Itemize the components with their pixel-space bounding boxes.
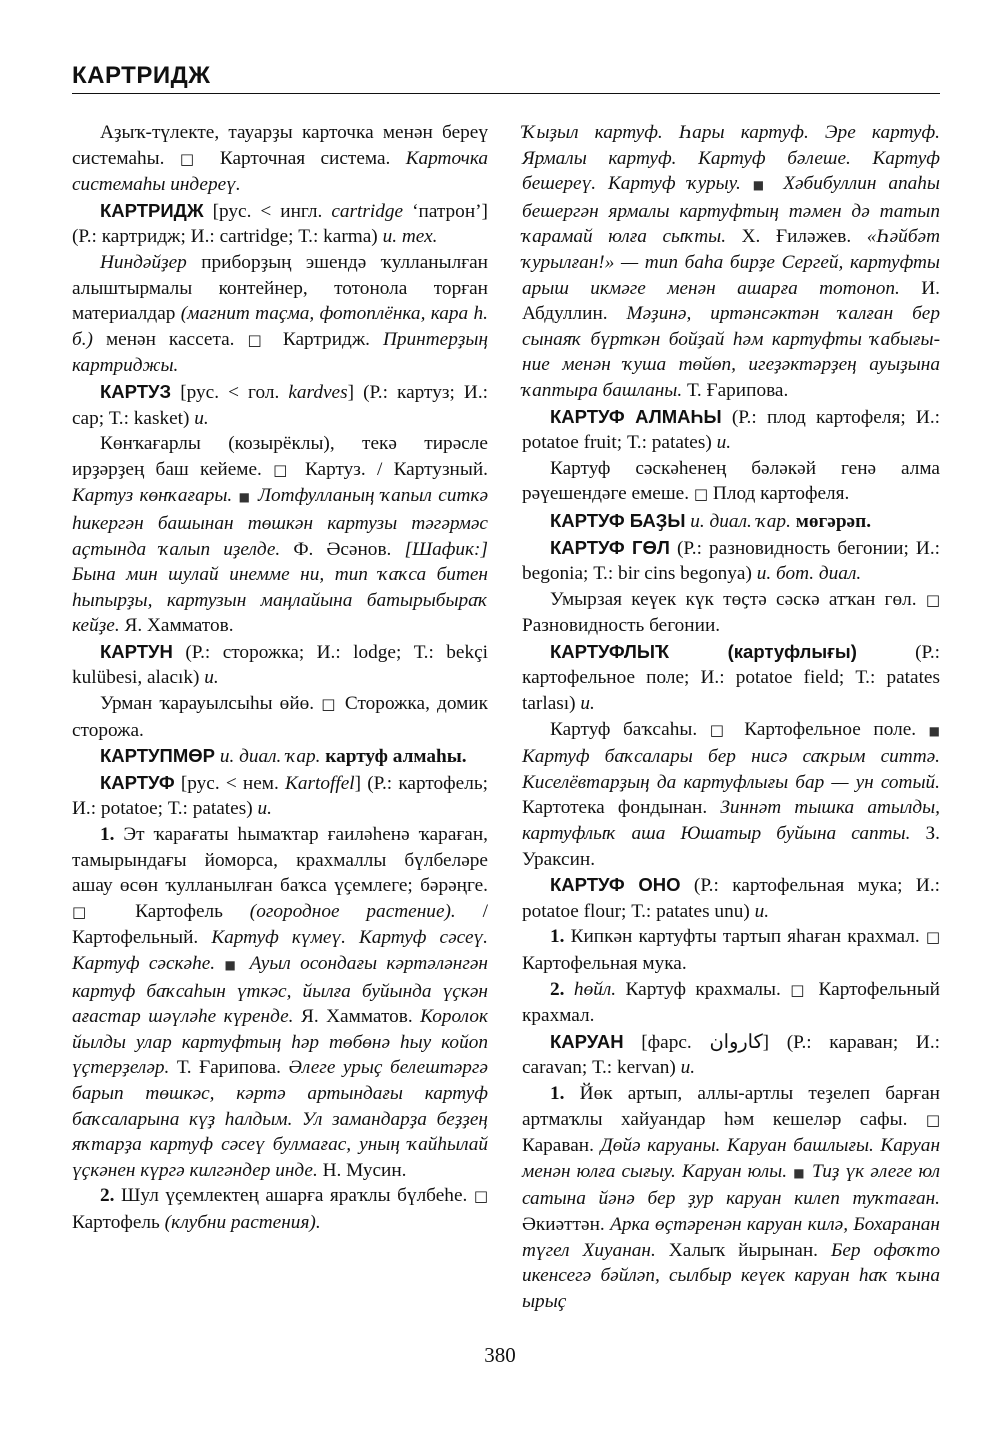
entry-karuan [522,1029,940,1081]
grammar-label: и. диал. ҡар. [215,746,321,768]
entry-kartuf [72,770,488,822]
example: Принтерҙың картриджы. [72,328,489,377]
sense-number: 2. [100,1185,115,1207]
text: (Р.: разновидность бегонии; И.: begonia; Т.: bir cins begonya) [522,537,941,585]
quotation: Королок йылды улар картуфтың һәр төбөнә һыу койоп үҫтерҙеләр. [72,1006,488,1079]
quotation: Арка өҫтәренән каруан килә, Бохаранан түгел Хиуанан. [522,1213,940,1261]
headword: КАРТУФ БАҘЫ [550,509,686,531]
definition: Шул үҫемлектең ашарға яраҡлы бүлбеһе. [114,1185,474,1207]
square-icon: □ [925,1110,940,1129]
source: Х. Ғиләжев. [726,226,867,248]
quotation: Ауыл осондағы кәртәләнгән картуф баҡсаһын үткәс, йылға буйында үҫкән ағастар шәүләһе күренде. [72,953,488,1028]
text: Аҙыҡ-түлекте, тауарҙы карточка менән береү системаһы. [72,122,488,169]
etymon: kardves [288,381,348,403]
square-icon: □ [790,980,810,999]
sense-number: 2. [550,978,565,1000]
note: (клубни растения). [164,1211,321,1233]
translation: Плод картофеля. [708,483,850,505]
note: (магнит таҫма, фотоплёнка, кара һ. б.) [72,303,488,350]
text: Ниндәйҙер [100,251,187,273]
definition: Көнҡағарлы (козырёклы), текә тирәсле ирҙәрҙең баш кейеме. [72,433,488,480]
grammar-label: и. диал. ҡар. [685,510,791,532]
square-icon: □ [273,460,294,479]
definition: Эт ҡарағаты һымаҡтар ғаиләһенә ҡараған, тамырындағы йоморса, крахмаллы бүлбеләре ашау өсөн ҡулланылған баҡса үҫемлеге; бәрәңге. [72,824,488,897]
text: [фарс. کاروان] (Р.: караван; И.: caravan; Т.: kervan) [522,1031,940,1079]
source: З. Ураксин. [522,823,941,870]
etymon: Kartoffel [284,772,355,794]
text: [рус. < гол. [171,381,289,403]
black-square-icon: ■ [928,723,940,738]
example: Дөйә каруаны. Каруан башлығы. Каруан менән юлға сығыу. Каруан юлы. [522,1135,941,1182]
source: Картотека фондынан. [522,797,721,819]
source: И. Абдуллин. [522,277,940,325]
grammar-label: и. [580,693,595,715]
right-column [522,120,940,1314]
header-rule [72,93,940,94]
text: ‘патрон’] (Р.: картридж; И.: cartridge; Т.: karma) [72,200,488,248]
running-head: КАРТРИДЖ [72,62,211,89]
entry-karuan-sense-1 [522,1081,940,1314]
grammar-label: и. [204,667,219,689]
left-column [72,120,488,1236]
text: ] (Р.: картофель; И.: potatoe; Т.: patates) [72,772,488,820]
text: (Р.: картофельная мука; И.: potatoe flour; Т.: patates unu) [522,875,941,922]
text: [рус. < ингл. [203,200,332,222]
translation: Картофельное поле. [731,718,929,740]
cross-reference: картуф алмаһы. [320,746,467,768]
headword: КАРТРИДЖ [100,199,204,221]
headword: КАРТУФ АЛМАҺЫ [550,405,722,427]
square-icon: □ [179,149,205,168]
entry-kartuf-sense-1 [72,822,488,1183]
quotation: Әлеге урыҫ белештәргә барып төшкәс, кәртә артындағы картуф баҡсаларына күҙ һалдым. Ул замандарҙа беҙҙең яҡтарҙа картуф сәсеү булмағас, уның ҡайһылай үҫкәнен күргә килгәндер инде. [72,1057,488,1181]
cross-reference: мөгәрәп. [790,510,872,532]
quotation: Зиннәт тышка атылды, картуфлыҡ аша Юшатыр буйына сапты. [522,797,940,845]
quotation: Хәбибуллин апаһы бешергән ярмалы картуфтың тәмен дә татып ҡарамай юлға сыҡты. [522,173,940,248]
quotation: [Шафик:] Бына мин шулай инемме ни, тип ҡаҡса битен һыпырҙы, картузын маңлайына батырыбыраҡ кейҙе. [72,538,488,637]
entry-continuation [72,120,488,198]
entry-kartuf-ono-sense-1 [522,924,940,976]
definition: Урман ҡарауылсыһы өйө. [100,693,322,715]
black-square-icon: ■ [224,958,241,972]
entry-kartuf-almahy-def [522,456,940,508]
quotation: Лотфулланың ҡапыл ситкә һикергән башынан төшкән картузы тәгәрмәс аҫтында ҡалып иҙелде. [72,485,489,560]
translation: Картридж. [269,328,383,350]
entry-kartuf-bazy [522,508,940,535]
source: Н. Мусин. [317,1159,407,1181]
translation: Картуз. / Картузный. [293,458,488,480]
translation: Сторожка, домик сторожа. [72,693,488,741]
translation: Картофельный крахмал. [522,978,940,1027]
translation: Картофель [72,1211,165,1233]
translation: Картофель [108,900,250,922]
entry-kartufliq-def [522,717,940,873]
headword: КАРТУН [100,640,173,662]
quotation: Картуф баҡсалары бер нисә саҡрым ситтә. Киселёвтарҙың да картуфлығы бар — ун сотый. [522,746,940,793]
black-square-icon: ■ [793,1165,806,1180]
grammar-label: и. [194,407,209,429]
definition: Картуф крахмалы. [616,978,791,1000]
translation: Разновидность бегонии. [522,615,721,637]
black-square-icon: ■ [238,490,252,505]
entry-kartuf-sense-2 [72,1183,488,1235]
entry-kartuf-almahy [522,404,940,456]
grammar-label: и. тех. [382,226,438,248]
translation: Караван. [522,1135,601,1157]
quotation: Бер офоҡто икенсегә бәйләп, сылбыр кеүек каруан һаҡ ҡына ырыҫ [522,1239,940,1312]
example: Карточка системаһы индереү. [72,147,488,196]
square-icon: □ [693,485,709,504]
grammar-label: и. [257,798,272,820]
entry-kartuf-ono [522,872,940,924]
example: Картуф күмеү. Картуф сәсеү. Картуф сәскәһе. [72,927,488,974]
sense-number: 1. [550,1082,565,1104]
text: менән кассета. [92,328,248,350]
headword: КАРТУФ ОНО [550,874,681,896]
entry-kartuf-continuation [522,120,940,404]
note: (огородное растение). [249,900,456,922]
headword: КАРТУФ [100,771,175,793]
entry-kartridzh [72,198,488,250]
square-icon: □ [925,590,940,609]
sense-number: 1. [100,824,115,846]
entry-kartufliq [522,639,940,717]
square-icon: □ [72,902,109,921]
source: Ф. Әсәнов. [280,538,405,560]
quotation: Мәҙинә, иртәнсәктән ҡалған бер сынаяҡ бүрткән бойҙай һәм картуфты ҡабығы-ние менән ҡуша төйөп, игеҙәктәрҙең ауыҙына ҡаптыра башланы. [522,303,940,401]
grammar-label: и. [754,900,770,922]
source: Т. Ғарипова. [169,1057,289,1079]
sense-number: 1. [550,926,565,948]
example: Ҡыҙыл картуф. Һары картуф. Эре картуф. Ярмалы картуф. Картуф бәлеше. Картуф бешереү. Картуф ҡурыу. [522,122,940,195]
text: [рус. < нем. [174,772,285,794]
square-icon: □ [473,1187,488,1206]
source: Әкиәттән. [522,1213,611,1235]
headword: КАРТУФ ГӨЛ [550,536,670,558]
definition: Картуф сәскәһенең бәләкәй генә алма рәүешендәге емеше. [522,457,940,505]
quotation: Тиҙ үк әлеге юл сатына йәнә бер ҙур каруан килеп туҡтаған. [522,1160,940,1210]
text: / Картофельный. [72,900,488,949]
example: Картуз көнҡағары. [72,485,233,507]
text: (Р.: плод картофеля; И.: potatoe fruit; Т.: patates) [522,406,941,454]
square-icon: □ [247,330,270,349]
black-square-icon: ■ [752,178,772,193]
entry-kartuf-ono-sense-2 [522,977,940,1029]
text: ] (Р.: картуз; И.: cap; Т.: kasket) [72,381,488,429]
entry-kartun [72,639,488,691]
headword: КАРУАН [550,1030,624,1052]
source: Халыҡ йырынан. [655,1239,831,1261]
source: Т. Ғарипова. [682,379,789,401]
entry-kartupmor [72,743,488,770]
grammar-label: и. [680,1057,696,1079]
text: Карточная система. [204,147,406,169]
definition: Йөк артып, аллы-артлы теҙелеп барған артмаҡлы хайуандар һәм кешеләр сафы. [522,1082,940,1130]
grammar-label: и. бот. диал. [756,563,862,585]
text: (Р.: картофельное поле; И.: potatoe field; Т.: patates tarlası) [522,641,941,715]
square-icon: □ [709,720,732,739]
grammar-label: һөйл. [564,978,617,1000]
entry-kartuf-gol-def [522,587,940,639]
entry-kartridzh-def [72,250,488,379]
entry-kartuz-def [72,431,488,639]
quotation: «Һәйбәт ҡурылған!» — тип баһа бирҙе Сергей, картуфты арыш икмәге менән ашарға тотоноп. [522,226,941,299]
entry-kartun-def [72,691,488,743]
definition: Картуф баҡсаһы. [550,718,710,740]
definition: Кипкән картуфты тартып яһаған крахмал. [564,926,926,948]
text: (Р.: сторожка; И.: lodge; Т.: bekçi kulübesi, alacık) [72,641,488,689]
entry-kartuz [72,379,488,431]
definition: приборҙың эшендә ҡулланылған алыштырмалы контейнер, тотонола торған материалдар [72,251,488,325]
headword: КАРТУЗ [100,380,172,402]
translation: Картофельная мука. [522,953,687,974]
headword: КАРТУПМӨР [100,745,215,767]
page-number: 380 [484,1343,516,1367]
source: Я. Хамматов. [293,1006,421,1028]
grammar-label: и. [716,432,732,454]
definition: Умырзая кеүек күк төҫтә сәскә атҡан гөл. [550,588,926,610]
etymon: cartridge [331,200,404,222]
square-icon: □ [321,695,338,714]
source: Я. Хамматов. [119,615,234,637]
headword: КАРТУФЛЫҠ (картуфлығы) [550,640,857,662]
square-icon: □ [925,928,940,947]
entry-kartuf-gol [522,535,940,587]
